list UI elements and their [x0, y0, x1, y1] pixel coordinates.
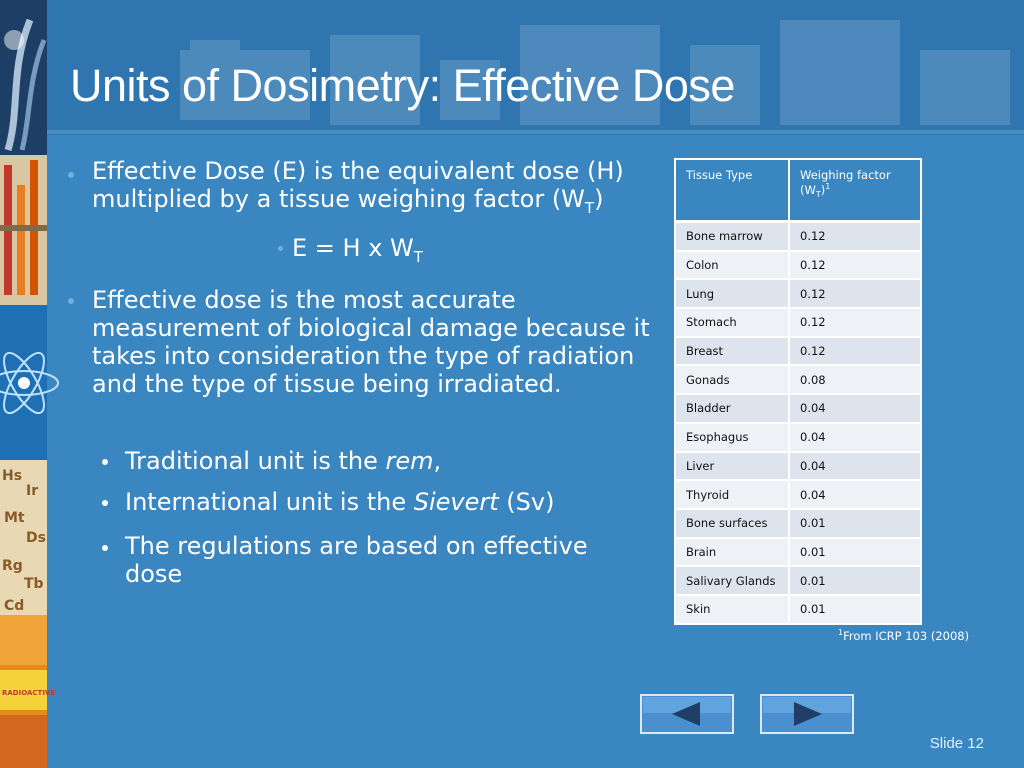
table-row: [675, 279, 921, 308]
xray-image-strip: [0, 0, 47, 155]
sub-bullet-1: Traditional unit is the rem,: [125, 447, 442, 475]
table-row: [675, 337, 921, 366]
table-row: [675, 423, 921, 452]
bullet-2-text: Effective dose is the most accurate measurement of biological damage because it takes into consideration the type of radiation and the type of tissue being irradiated.: [92, 286, 650, 398]
svg-text:Rg: Rg: [2, 558, 23, 574]
tissue-type-cell: Skin: [675, 595, 789, 624]
tissue-type-cell: Liver: [675, 452, 789, 481]
svg-text:Mt: Mt: [4, 510, 25, 526]
bullet-dot: [102, 500, 108, 506]
bullet-dot: [278, 246, 283, 251]
tissue-type-cell: Esophagus: [675, 423, 789, 452]
bullet-1-text: Effective Dose (E) is the equivalent dose (H) multiplied by a tissue weighing factor $(W_T)$: [92, 157, 624, 217]
svg-text:Hs: Hs: [2, 468, 23, 484]
svg-text:RADIOACTIVE: RADIOACTIVE: [2, 689, 56, 697]
radioactive-image-strip: [0, 615, 56, 768]
header-tissue-type: Tissue Type: [675, 159, 789, 222]
table-row: [675, 452, 921, 481]
svg-text:Tb: Tb: [24, 576, 44, 592]
weighing-factor-cell: 0.12: [789, 251, 921, 280]
slide-title: Units of Dosimetry: Effective Dose: [70, 60, 735, 111]
bullet-dot: [102, 459, 108, 465]
tissue-type-cell: Bladder: [675, 394, 789, 423]
svg-text:Ds: Ds: [26, 530, 46, 546]
tissue-type-cell: Salivary Glands: [675, 566, 789, 595]
weighing-factor-cell: 0.01: [789, 538, 921, 567]
weighing-factor-cell: 0.04: [789, 452, 921, 481]
atom-image-strip: [0, 305, 47, 460]
weighing-factor-cell: 0.04: [789, 480, 921, 509]
previous-slide-button[interactable]: [640, 694, 734, 734]
weighing-factor-cell: 0.01: [789, 566, 921, 595]
tissue-type-cell: Stomach: [675, 308, 789, 337]
table-row: [675, 365, 921, 394]
next-slide-button[interactable]: [760, 694, 854, 734]
sub-bullet-2: International unit is the Sievert (Sv): [125, 488, 555, 516]
tissue-weighting-table: [674, 158, 922, 625]
table-row: [675, 394, 921, 423]
test-tubes-image-strip: [0, 155, 47, 305]
bullet-dot: [68, 298, 74, 304]
tissue-type-cell: Brain: [675, 538, 789, 567]
svg-text:Cd: Cd: [4, 598, 25, 614]
sub-bullet-3: The regulations are based on effective dose: [125, 532, 588, 588]
tissue-type-cell: Lung: [675, 279, 789, 308]
weighing-factor-cell: 0.01: [789, 509, 921, 538]
table-row: [675, 595, 921, 624]
weighing-factor-cell: 0.04: [789, 423, 921, 452]
bullet-dot: [102, 545, 108, 551]
tissue-type-cell: Bone marrow: [675, 222, 789, 251]
table-row: [675, 480, 921, 509]
table-row: [675, 538, 921, 567]
table-row: [675, 509, 921, 538]
table-row: [675, 222, 921, 251]
table-header-row: [675, 159, 921, 222]
tissue-type-cell: Gonads: [675, 365, 789, 394]
periodic-table-image-strip: [0, 460, 47, 615]
table-footnote: $^1$From ICRP 103 (2008): [838, 628, 970, 643]
formula-text: E = H x $W_T$: [292, 234, 423, 266]
tissue-type-cell: Thyroid: [675, 480, 789, 509]
header-weighing-factor: Weighing factor $(W_T)^1$: [789, 159, 921, 222]
slide-number: Slide 12: [929, 735, 984, 752]
weighing-factor-cell: 0.01: [789, 595, 921, 624]
svg-text:Ir: Ir: [26, 483, 39, 499]
tissue-type-cell: Breast: [675, 337, 789, 366]
bullet-dot: [68, 172, 74, 178]
table-row: [675, 251, 921, 280]
table-row: [675, 308, 921, 337]
tissue-type-cell: Bone surfaces: [675, 509, 789, 538]
table-row: [675, 566, 921, 595]
tissue-type-cell: Colon: [675, 251, 789, 280]
weighing-factor-cell: 0.12: [789, 279, 921, 308]
weighing-factor-cell: 0.12: [789, 222, 921, 251]
weighing-factor-cell: 0.12: [789, 337, 921, 366]
weighing-factor-cell: 0.08: [789, 365, 921, 394]
weighing-factor-cell: 0.12: [789, 308, 921, 337]
weighing-factor-cell: 0.04: [789, 394, 921, 423]
